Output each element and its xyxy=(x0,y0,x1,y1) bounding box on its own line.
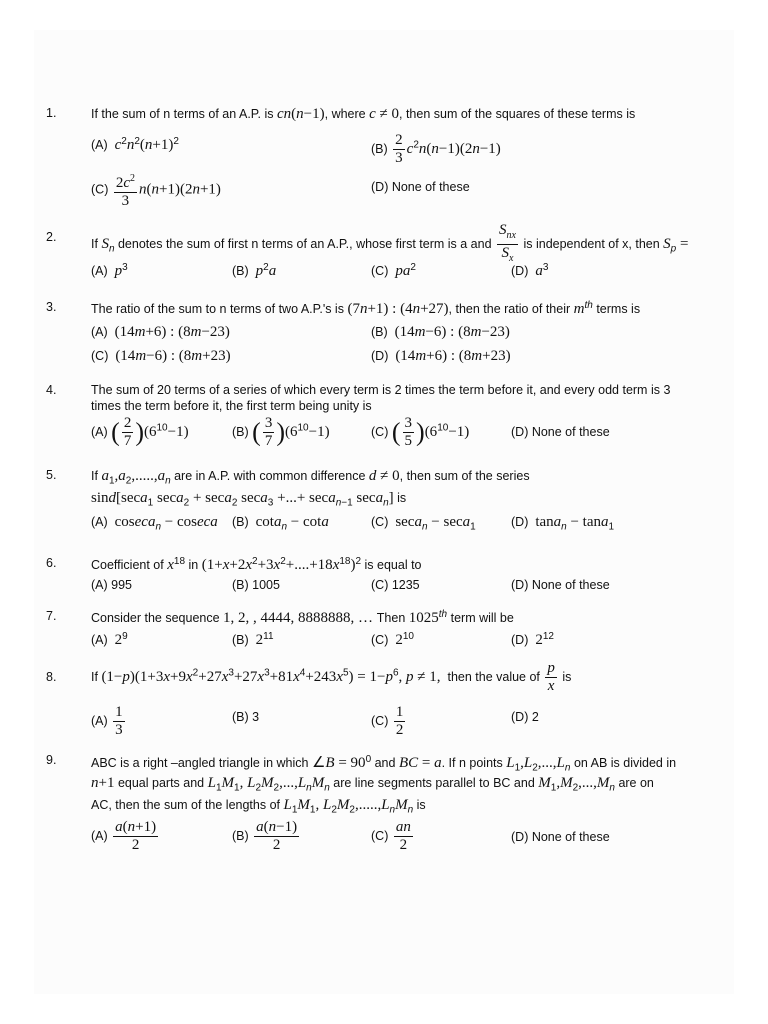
question-text: The sum of 20 terms of a series of which every term is 2 times the term before it, and every odd term is 3 xyxy=(91,383,671,397)
option-c: (C) $pa^2$ xyxy=(371,262,416,280)
question-series: sind[seca$_1$ seca$_2$ + seca$_2$ seca$_3$ +...+ seca$_{n-1}$ seca$_n$] is xyxy=(91,490,407,509)
question-text: Coefficient of $x^{18}$ in $(1+x+2x^2+3x^2+....+18x^{18})^2$ is equal to xyxy=(91,556,422,574)
question-text: If $(1-p)(1+3x+9x^2+27x^3+27x^3+81x^4+243x^5) = 1-p^6$, p ≠ 1, then the value of $\frac{p}{x}$ is xyxy=(91,660,572,694)
option-d: (D) None of these xyxy=(511,425,610,439)
option-b: (B) cota$_n$ − cota xyxy=(232,514,329,533)
option-a: (A) 995 xyxy=(91,578,132,592)
question-text: If $a_1,a_2,.....,a_n$ are in A.P. with common difference d ≠ 0, then sum of the series xyxy=(91,468,530,487)
question-number: 7. xyxy=(46,609,57,623)
option-d: (D) None of these xyxy=(371,180,470,194)
question-text: ABC is a right –angled triangle in which ∠B = $90^0$ and BC = a. If n points $L_1,L_2,...,L_n$ on AB is divided in xyxy=(91,753,677,774)
option-a: (A) $c^2n^2(n+1)^2$ xyxy=(91,136,179,154)
question-number: 2. xyxy=(46,230,57,244)
option-d: (D) $a^3$ xyxy=(511,262,549,280)
question-number: 3. xyxy=(46,300,57,314)
option-c: (C) $\frac{an}{2}$ xyxy=(371,819,411,853)
question-text: The ratio of the sum to n terms of two A.P.'s is (7n+1) : (4n+27), then the ratio of their $m^{th}$ terms is xyxy=(91,300,641,318)
question-text: If $S_n$ denotes the sum of first n terms of an A.P., whose first term is a and $\frac{S_{nx}}{S_x}$ is independent of x, then $S_p$ = xyxy=(91,222,689,264)
question-text-line-3: AC, then the sum of the lengths of $L_1M_1$, $L_2M_2,.....,L_nM_n$ is xyxy=(91,797,426,816)
option-c: (C) $\frac{1}{2}$ xyxy=(371,704,404,738)
option-b: (B) $2^{11}$ xyxy=(232,631,274,649)
option-b: (B) $\frac{a(n-1)}{2}$ xyxy=(232,819,298,853)
option-a: (A) $\frac{a(n+1)}{2}$ xyxy=(91,819,157,853)
question-text: If the sum of n terms of an A.P. is cn(n−1), where c ≠ 0, then sum of the squares of these terms is xyxy=(91,106,636,122)
question-text-line-2: times the term before it, the first term being unity is xyxy=(91,399,372,413)
option-d: (D) None of these xyxy=(511,578,610,592)
option-b: (B) $p^2a$ xyxy=(232,262,277,280)
option-d: (D) tana$_n$ − tana$_1$ xyxy=(511,514,615,533)
question-text: Consider the sequence 1, 2, , 4444, 8888888, … Then 1025th term will be xyxy=(91,609,514,627)
question-number: 4. xyxy=(46,383,57,397)
option-c: (C) (14m−6) : (8m+23) xyxy=(91,348,231,364)
option-c: (C) seca$_n$ − seca$_1$ xyxy=(371,514,476,533)
option-a: (A) ( $\frac{2}{7}$ )$(6^{10}-1)$ xyxy=(91,415,189,449)
option-c: (C) $2^{10}$ xyxy=(371,631,414,649)
option-a: (A) $p^3$ xyxy=(91,262,128,280)
option-c: (C) 1235 xyxy=(371,578,420,592)
option-a: (A) coseca$_n$ − coseca xyxy=(91,514,218,533)
option-c: (C) $\frac{2c^2}{3}$ n(n+1)(2n+1) xyxy=(91,170,221,210)
option-d: (D) (14m+6) : (8m+23) xyxy=(371,348,511,364)
option-b: (B) 3 xyxy=(232,710,260,724)
option-d: (D) $2^{12}$ xyxy=(511,631,554,649)
option-b: (B) 1005 xyxy=(232,578,280,592)
question-text-line-2: n+1 equal parts and $L_1M_1$, $L_2M_2,...,L_nM_n$ are line segments parallel to BC and $M_1,M_2,...,M_n$ are on xyxy=(91,775,654,794)
option-b: (B) $\frac{2}{3}$ $c^2n(n-1)(2n-1)$ xyxy=(371,132,501,166)
option-d: (D) None of these xyxy=(511,830,610,844)
option-a: (A) $2^9$ xyxy=(91,631,128,649)
option-c: (C) ( $\frac{3}{5}$ )$(6^{10}-1)$ xyxy=(371,415,470,449)
question-number: 5. xyxy=(46,468,57,482)
question-number: 1. xyxy=(46,106,57,120)
option-b: (B) ( $\frac{3}{7}$ )$(6^{10}-1)$ xyxy=(232,415,330,449)
option-a: (A) $\frac{1}{3}$ xyxy=(91,704,123,738)
question-number: 9. xyxy=(46,753,57,767)
option-a: (A) (14m+6) : (8m−23) xyxy=(91,324,230,340)
question-number: 6. xyxy=(46,556,57,570)
option-d: (D) 2 xyxy=(511,710,539,724)
option-b: (B) (14m−6) : (8m−23) xyxy=(371,324,510,340)
question-number: 8. xyxy=(46,670,57,684)
